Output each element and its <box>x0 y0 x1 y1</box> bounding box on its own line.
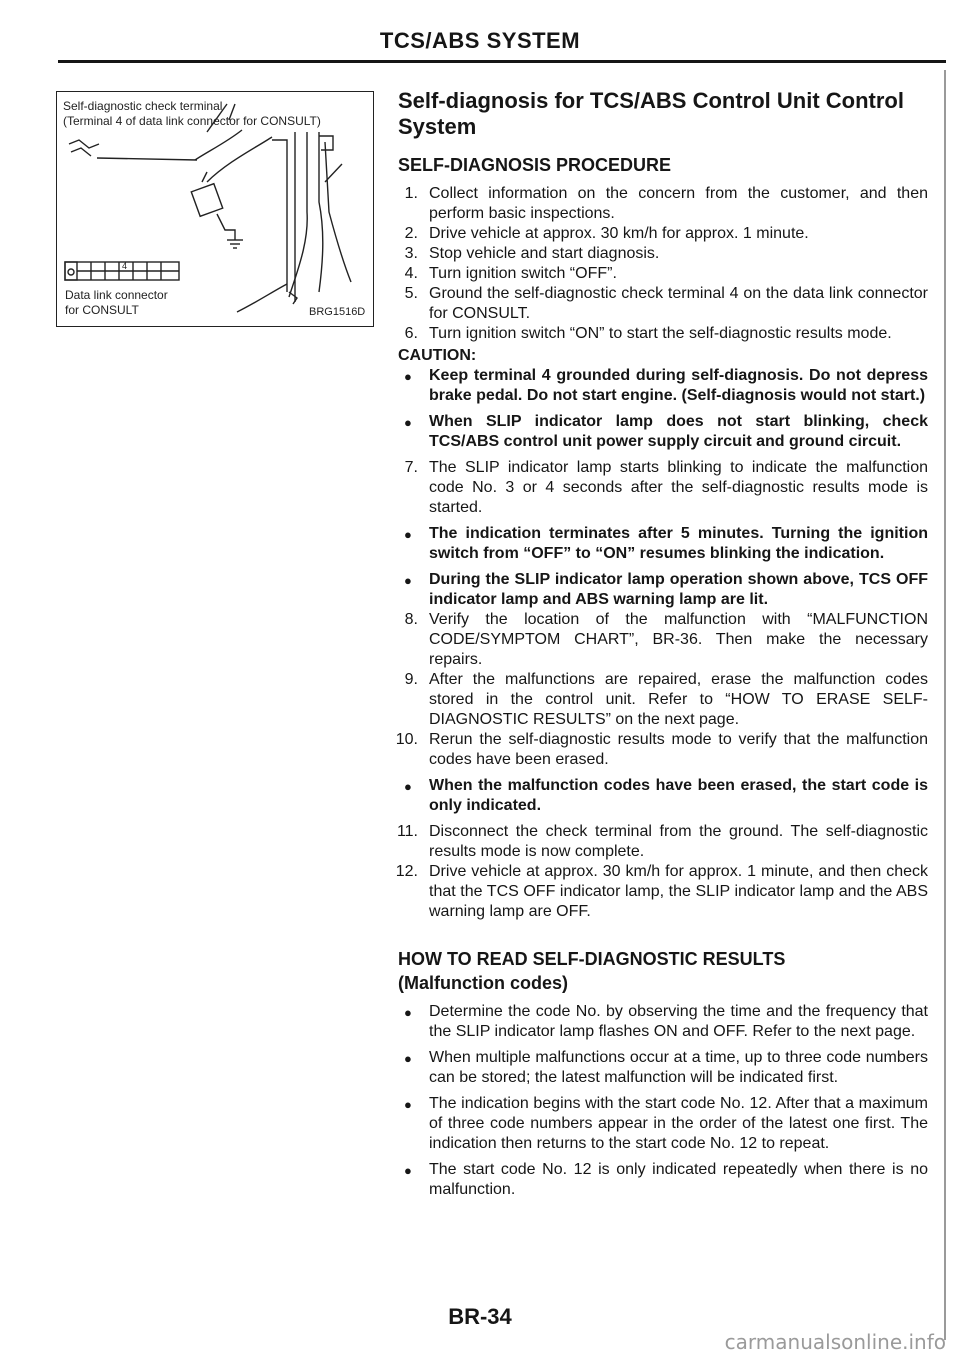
read-item: ● When multiple malfunctions occur at a time, up to three code numbers can be stored; the latest malfunction will be indicated first. <box>404 1049 928 1086</box>
caution-item: ● Keep terminal 4 grounded during self-diagnosis. Do not depress brake pedal. Do not start engine. (Self-diagnosis would not start.) <box>404 367 928 404</box>
main-title: Self-diagnosis for TCS/ABS Control Unit Control System <box>398 88 904 139</box>
bullet-icon: ● <box>404 573 412 588</box>
header-rule <box>58 60 946 63</box>
connector-label-1: Data link connector <box>65 288 168 302</box>
step-3: 3. Stop vehicle and start diagnosis. <box>404 245 660 262</box>
step-8: 8. Verify the location of the malfunction with “MALFUNCTION CODE/SYMPTOM CHART”, BR-36. Then make the necessary repairs. <box>404 611 928 668</box>
bullet-icon: ● <box>404 1051 412 1066</box>
read-results-title: HOW TO READ SELF-DIAGNOSTIC RESULTS <box>398 949 786 969</box>
bullet-icon: ● <box>404 415 412 430</box>
step-6: 6. Turn ignition switch “ON” to start the self-diagnostic results mode. <box>404 325 892 342</box>
step-10: 10. Rerun the self-diagnostic results mode to verify that the malfunction codes have been erased. <box>395 731 928 768</box>
content-column <box>395 88 928 1200</box>
read-item: ● The start code No. 12 is only indicated repeatedly when there is no malfunction. <box>404 1161 928 1198</box>
page-edge-line <box>944 70 946 1340</box>
caution-label: CAUTION: <box>398 347 477 364</box>
step-9: 9. After the malfunctions are repaired, erase the malfunction codes stored in the control unit. Refer to “HOW TO ERASE SELF-DIAGNOSTIC RESULTS” on the next page. <box>404 671 928 728</box>
bullet-icon: ● <box>404 779 412 794</box>
page-header: TCS/ABS SYSTEM <box>379 28 581 53</box>
bullet-icon: ● <box>404 1005 412 1020</box>
page-number: BR-34 <box>448 1304 512 1329</box>
note-item: ● When the malfunction codes have been erased, the start code is only indicated. <box>404 777 928 814</box>
bullet-icon: ● <box>404 1097 412 1112</box>
read-item: ● Determine the code No. by observing the time and the frequency that the SLIP indicator lamp flashes ON and OFF. Refer to the next page. <box>404 1003 928 1040</box>
step-5: 5. Ground the self-diagnostic check terminal 4 on the data link connector for CONSULT. <box>404 285 928 322</box>
connector-pin-number: 4 <box>122 261 128 271</box>
connector-figure <box>56 91 374 327</box>
step-7: 7. The SLIP indicator lamp starts blinking to indicate the malfunction code No. 3 or 4 seconds after the self-diagnostic results mode is started. <box>404 459 928 516</box>
read-item: ● The indication begins with the start code No. 12. After that a maximum of three code numbers appear in the order of the latest one first. The indication then returns to the start code No. 12 to repeat. <box>404 1095 928 1152</box>
procedure-steps-a <box>398 184 928 344</box>
figure-code: BRG1516D <box>309 306 366 318</box>
note-item: ● The indication terminates after 5 minutes. Turning the ignition switch from “OFF” to “ON” resumes blinking the indication. <box>404 525 928 562</box>
bullet-icon: ● <box>404 527 412 542</box>
step-11: 11. Disconnect the check terminal from the ground. The self-diagnostic results mode is now complete. <box>396 823 928 860</box>
procedure-title: SELF-DIAGNOSIS PROCEDURE <box>398 155 672 175</box>
bullet-icon: ● <box>404 369 412 384</box>
read-results-subtitle: (Malfunction codes) <box>398 973 568 993</box>
step-2: 2. Drive vehicle at approx. 30 km/h for approx. 1 minute. <box>404 225 809 242</box>
watermark: carmanualsonline.info <box>724 1330 946 1354</box>
step-1: 1. Collect information on the concern from the customer, and then perform basic inspections. <box>404 185 928 222</box>
step-12: 12. Drive vehicle at approx. 30 km/h for approx. 1 minute, and then check that the TCS OFF indicator lamp, the SLIP indicator lamp and the ABS warning lamp are OFF. <box>395 863 928 920</box>
caution-item: ● When SLIP indicator lamp does not start blinking, check TCS/ABS control unit power supply circuit and ground circuit. <box>404 413 928 450</box>
note-item: ● During the SLIP indicator lamp operation shown above, TCS OFF indicator lamp and ABS warning lamp are lit. <box>404 571 928 608</box>
bullet-icon: ● <box>404 1163 412 1178</box>
check-terminal-label-1: Self-diagnostic check terminal <box>63 99 223 113</box>
check-terminal-label-2: (Terminal 4 of data link connector for CONSULT) <box>63 114 321 128</box>
step-4: 4. Turn ignition switch “OFF”. <box>404 265 617 282</box>
connector-label-2: for CONSULT <box>65 303 139 317</box>
